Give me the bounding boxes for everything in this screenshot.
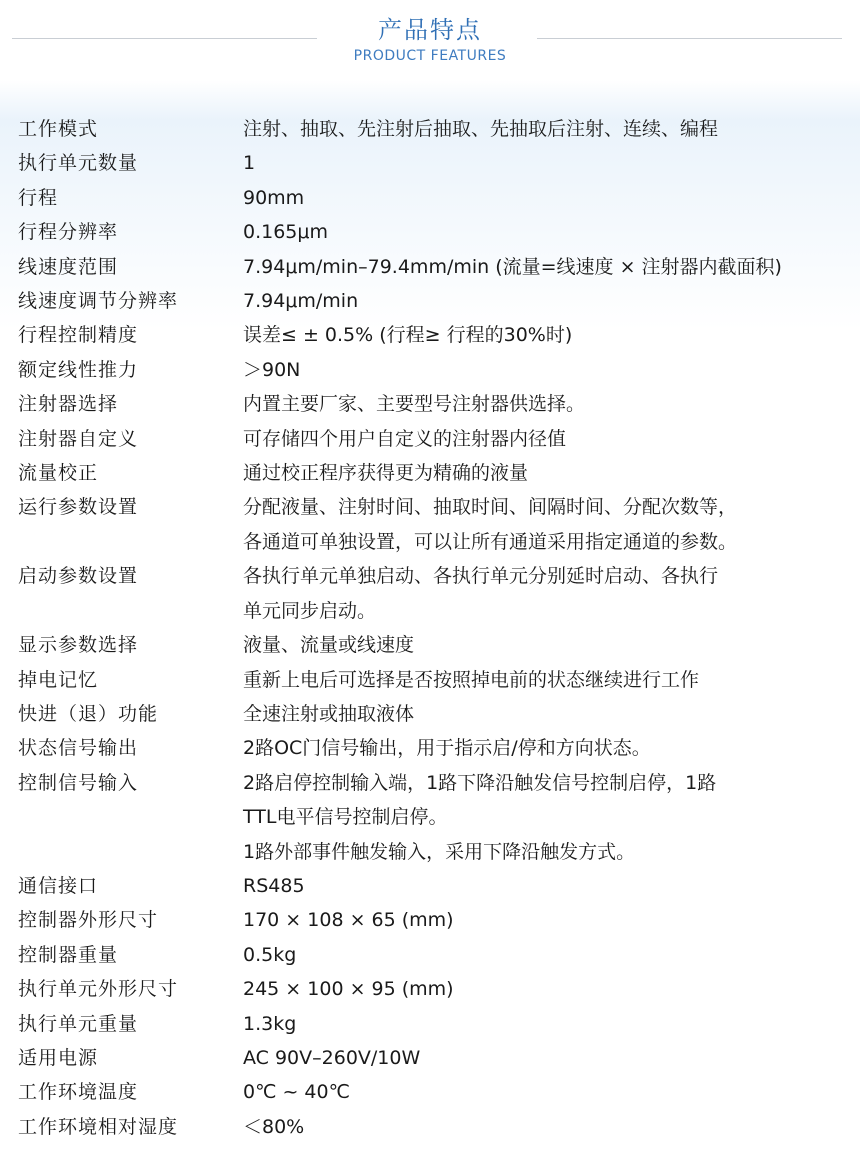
spec-value (243, 697, 854, 731)
spec-label: 执行单元外形尺寸 (18, 978, 179, 1001)
spec-label: 适用电源 (18, 1046, 99, 1069)
spec-value (243, 353, 854, 387)
spec-label: 启动参数设置 (18, 565, 139, 588)
spec-value-line: 0.5kg (243, 943, 297, 966)
spec-row (18, 1007, 854, 1041)
spec-value (243, 318, 854, 352)
spec-value (243, 456, 854, 490)
spec-value (243, 1007, 854, 1041)
spec-value-line: 各执行单元单独启动、各执行单元分别延时启动、各执行 (243, 565, 719, 588)
spec-label: 运行参数设置 (18, 496, 139, 519)
spec-row (18, 559, 854, 628)
spec-value (243, 284, 854, 318)
spec-value-line: ＜80% (243, 1115, 305, 1138)
spec-label: 控制器外形尺寸 (18, 909, 159, 932)
spec-row (18, 972, 854, 1006)
header-divider-right (537, 38, 842, 39)
spec-row (18, 1041, 854, 1075)
spec-row (18, 387, 854, 421)
spec-label: 执行单元重量 (18, 1012, 139, 1035)
spec-value-line: 90mm (243, 186, 305, 209)
spec-label: 额定线性推力 (18, 358, 139, 381)
spec-label: 工作环境温度 (18, 1081, 139, 1104)
spec-table (18, 112, 854, 1144)
spec-value (243, 112, 854, 146)
spec-value-line: 可存储四个用户自定义的注射器内径值 (243, 427, 567, 450)
spec-label: 线速度调节分辨率 (18, 290, 179, 313)
spec-label: 掉电记忆 (18, 668, 99, 691)
spec-row (18, 1075, 854, 1109)
spec-row (18, 490, 854, 559)
spec-value-line: 0℃ ~ 40℃ (243, 1081, 350, 1104)
spec-value-line: 重新上电后可选择是否按照掉电前的状态继续进行工作 (243, 668, 700, 691)
spec-value-line: 内置主要厂家、主要型号注射器供选择。 (243, 393, 586, 416)
spec-value-line: 170 × 108 × 65 (mm) (243, 909, 454, 932)
spec-value-line: 全速注射或抽取液体 (243, 702, 415, 725)
spec-value (243, 1075, 854, 1109)
spec-value (243, 663, 854, 697)
spec-value (243, 628, 854, 662)
spec-value-line: 分配液量、注射时间、抽取时间、间隔时间、分配次数等， (243, 496, 738, 519)
spec-value (243, 250, 854, 284)
spec-value (243, 181, 854, 215)
spec-value-line: 2路OC门信号输出，用于指示启/停和方向状态。 (243, 737, 651, 760)
spec-row (18, 903, 854, 937)
spec-value (243, 387, 854, 421)
spec-row (18, 766, 854, 869)
spec-value (243, 869, 854, 903)
spec-value-line: 245 × 100 × 95 (mm) (243, 978, 454, 1001)
spec-value-line: 单元同步启动。 (243, 599, 377, 622)
section-title-cn: 产品特点 (378, 16, 482, 44)
spec-row (18, 181, 854, 215)
spec-label: 快进（退）功能 (18, 702, 159, 725)
spec-value (243, 972, 854, 1006)
spec-value-line: ＞90N (243, 358, 301, 381)
spec-row (18, 697, 854, 731)
spec-label: 注射器自定义 (18, 427, 139, 450)
spec-value-line: 通过校正程序获得更为精确的液量 (243, 462, 529, 485)
spec-label: 行程控制精度 (18, 324, 139, 347)
spec-label: 显示参数选择 (18, 634, 139, 657)
spec-row (18, 663, 854, 697)
spec-value (243, 1041, 854, 1075)
spec-value-line: 1.3kg (243, 1012, 297, 1035)
section-header (0, 0, 860, 86)
spec-label: 执行单元数量 (18, 152, 139, 175)
spec-row (18, 353, 854, 387)
spec-label: 控制器重量 (18, 943, 119, 966)
spec-value-line: 0.165μm (243, 221, 328, 244)
spec-value-line: 1路外部事件触发输入，采用下降沿触发方式。 (243, 840, 636, 863)
spec-value-line: 各通道可单独设置，可以让所有通道采用指定通道的参数。 (243, 530, 738, 553)
spec-row (18, 938, 854, 972)
spec-row (18, 422, 854, 456)
spec-value-line: AC 90V–260V/10W (243, 1046, 421, 1069)
spec-value (243, 490, 854, 559)
spec-label: 流量校正 (18, 462, 99, 485)
spec-value (243, 559, 854, 628)
spec-label: 行程 (18, 186, 59, 209)
spec-value-line: 2路启停控制输入端，1路下降沿触发信号控制启停，1路 (243, 771, 717, 794)
spec-label: 工作环境相对湿度 (18, 1115, 179, 1138)
spec-value-line: 注射、抽取、先注射后抽取、先抽取后注射、连续、编程 (243, 118, 719, 140)
spec-row (18, 731, 854, 765)
spec-label: 行程分辨率 (18, 221, 119, 244)
spec-value-line: 7.94μm/min (243, 290, 359, 313)
spec-label: 通信接口 (18, 874, 99, 897)
spec-label: 注射器选择 (18, 393, 119, 416)
spec-value-line: RS485 (243, 874, 305, 897)
spec-label: 控制信号输入 (18, 771, 139, 794)
spec-value (243, 903, 854, 937)
spec-row (18, 869, 854, 903)
spec-label: 线速度范围 (18, 255, 119, 278)
spec-label: 工作模式 (18, 118, 99, 140)
spec-value-line: 误差≤ ± 0.5% (行程≥ 行程的30%时) (243, 324, 573, 347)
spec-value-line: 1 (243, 152, 256, 175)
spec-row (18, 1110, 854, 1144)
section-title-en: PRODUCT FEATURES (353, 48, 507, 64)
spec-value (243, 766, 854, 869)
spec-value (243, 215, 854, 249)
spec-value-line: 7.94μm/min–79.4mm/min (流量=线速度 × 注射器内截面积) (243, 255, 782, 278)
spec-row (18, 628, 854, 662)
spec-row (18, 215, 854, 249)
spec-row (18, 250, 854, 284)
spec-value-line: 液量、流量或线速度 (243, 634, 415, 657)
spec-value-line: TTL电平信号控制启停。 (243, 806, 448, 829)
spec-row (18, 284, 854, 318)
spec-row (18, 112, 854, 146)
spec-value (243, 422, 854, 456)
spec-value (243, 1110, 854, 1144)
spec-label: 状态信号输出 (18, 737, 139, 760)
spec-row (18, 146, 854, 180)
spec-value (243, 938, 854, 972)
spec-value (243, 731, 854, 765)
spec-row (18, 456, 854, 490)
spec-row (18, 318, 854, 352)
spec-value (243, 146, 854, 180)
